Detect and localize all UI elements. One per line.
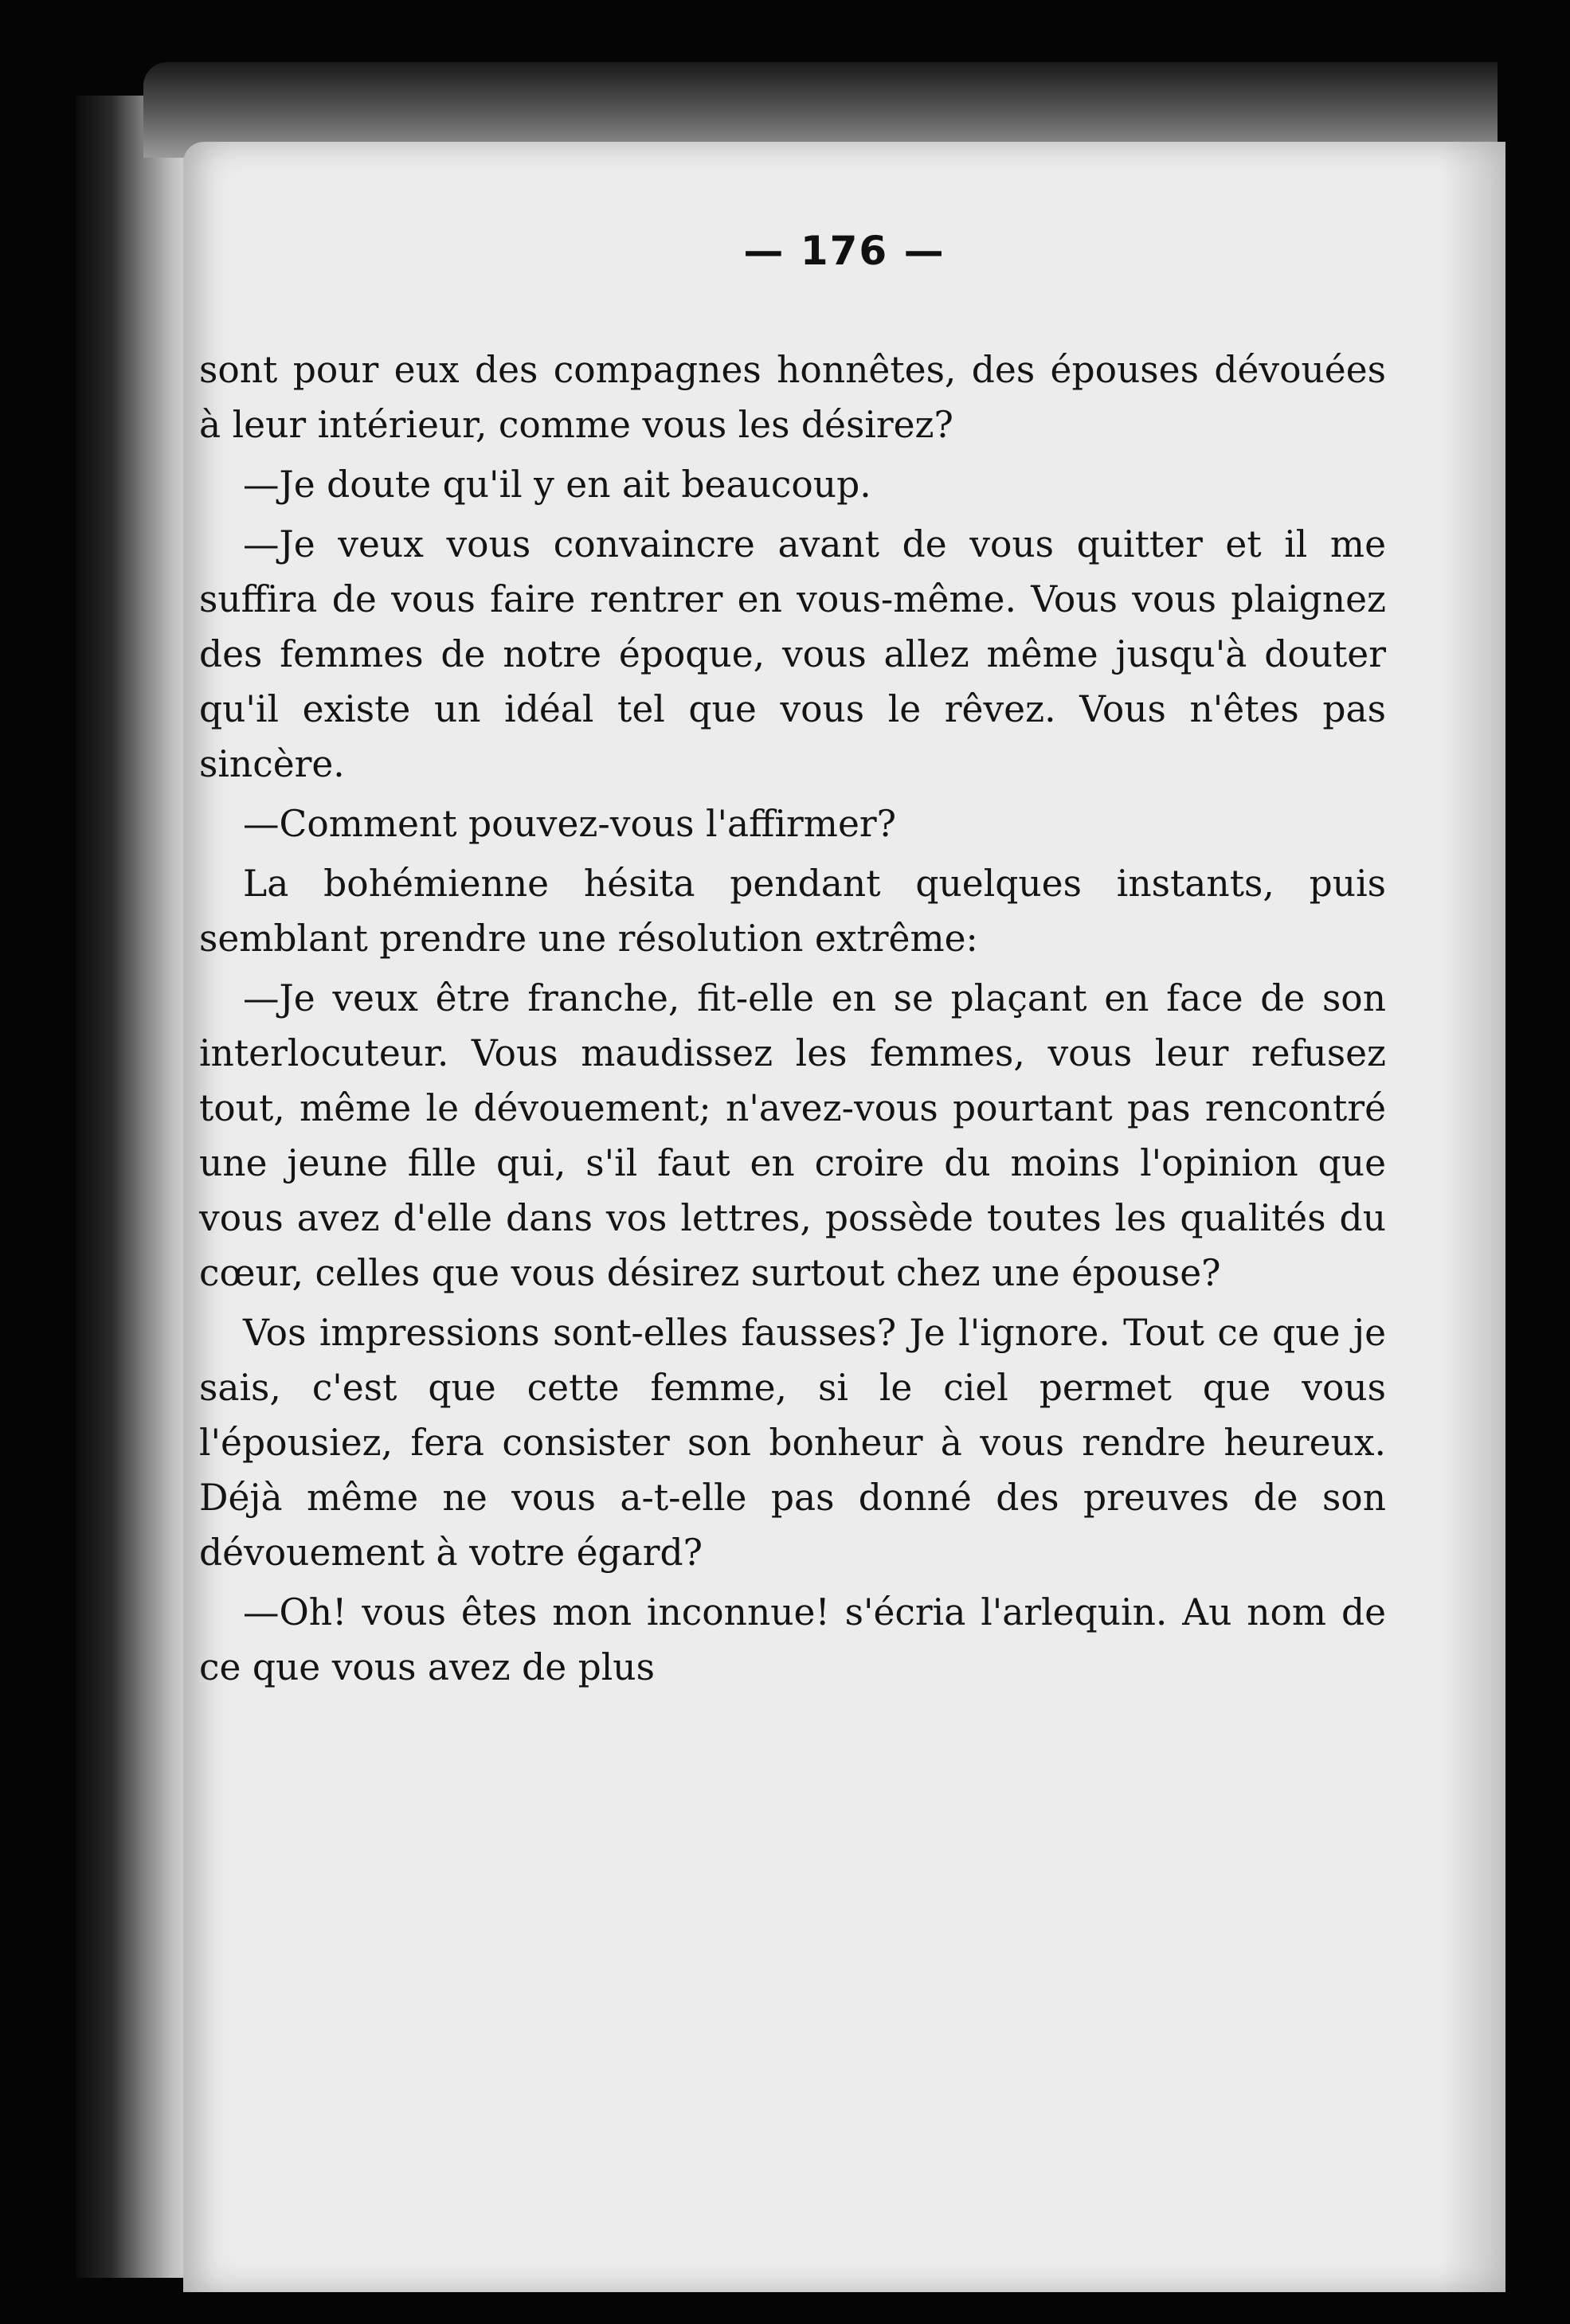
paragraph: —Je doute qu'il y en ait beaucoup. [243,464,871,506]
page-shadow [1442,142,1505,2292]
paragraph: —Je veux être franche, fit-elle en se plaçant en face de son interlocuteur. Vous maudissez les femmes, vous leur refusez tout, même le dévouement; n'avez-vous pourtant pas rencontré une jeune fille qui, s'il faut en croire du moins l'opinion que vous avez d'elle dans vos lettres, possède toutes les qualités du cœur, celles que vous désirez surtout chez une épouse? [199,977,1386,1294]
paragraph: —Oh! vous êtes mon inconnue! s'écria l'arlequin. Au nom de ce que vous avez de plus [199,1591,1386,1688]
paragraph: La bohémienne hésita pendant quelques instants, puis semblant prendre une résolution extrême: [199,863,1386,960]
paragraph: —Je veux vous convaincre avant de vous quitter et il me suffira de vous faire rentrer en vous-même. Vous vous plaignez des femmes de notre époque, vous allez même jusqu'à douter qu'il existe un idéal tel que vous le rêvez. Vous n'êtes pas sincère. [199,523,1386,785]
paragraph-continued: sont pour eux des compagnes honnêtes, des épouses dévouées à leur intérieur, comme vous les désirez? [199,349,1386,446]
page-number: — 176 — [743,228,946,274]
book-spine [76,96,195,2278]
paragraph: Vos impressions sont-elles fausses? Je l'ignore. Tout ce que je sais, c'est que cette femme, si le ciel permet que vous l'épousiez, fera consister son bonheur à vous rendre heureux. Déjà même ne vous a-t-elle pas donné des preuves de son dévouement à votre égard? [199,1312,1386,1574]
paragraph: —Comment pouvez-vous l'affirmer? [243,803,897,845]
page-body-text [199,342,1386,1700]
